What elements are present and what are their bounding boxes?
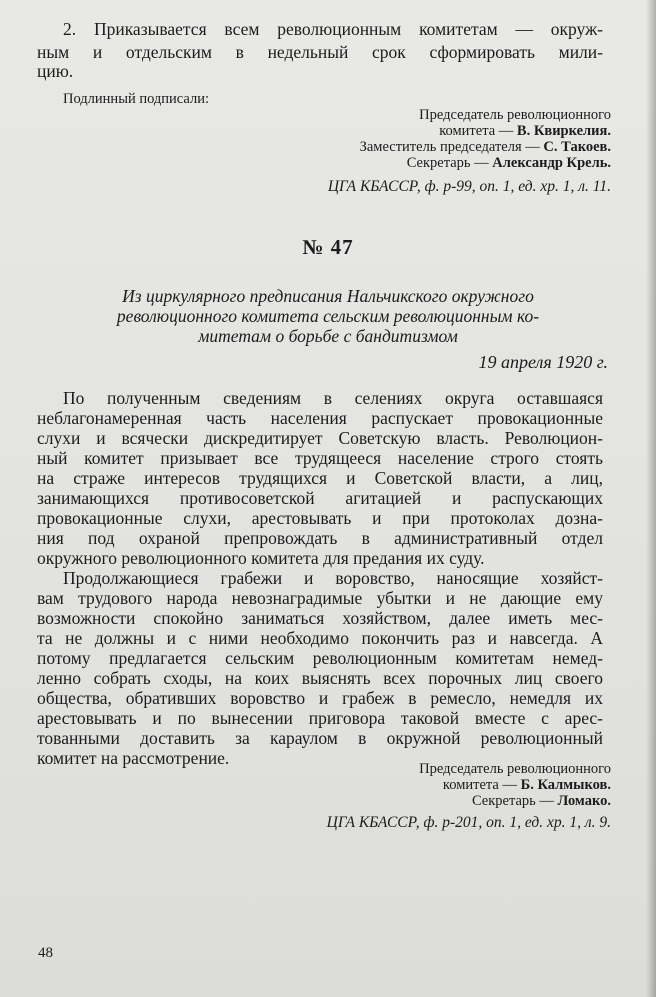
archive-reference-2: ЦГА КБАССР, ф. р-201, оп. 1, ед. хр. 1, л. 9. [326,814,611,831]
paragraph2-line: возможности спокойно заниматься хозяйством, далее иметь мес- [37,608,603,628]
document-number: № 47 [302,235,354,259]
paragraph1-line: ный комитет призывает все трудящееся население строго стоять [37,448,603,468]
item1-line: ным и отдельским в недельный срок сформировать мили- [37,42,603,62]
paragraph1-line: провокационные слухи, арестовывать и при протоколах дозна- [37,508,603,528]
secretary-name: Александр Крель. [492,155,611,171]
paragraph2-line: комитет на рассмотрение. [37,748,230,768]
deputy-signature: Заместитель председателя — С. Такоев. [359,139,611,155]
paragraph1-line: окружного революционного комитета для предания их суду. [37,548,485,568]
document-title-line: революционного комитета сельским революционным ко- [116,306,540,326]
chair-signature-2: комитета — Б. Калмыков. [442,777,611,793]
document-title-line: Из циркулярного предписания Нальчикского окружного [122,286,534,306]
paragraph2-line: Продолжающиеся грабежи и воровство, наносящие хозяйст- [63,568,603,588]
chair-name: В. Квиркелия. [516,123,611,139]
page-number: 48 [38,945,53,961]
chair-title: Председатель революционного [419,107,611,123]
paragraph1-line: на страже интересов трудящихся и Советской власти, а лиц, [37,468,603,488]
signed-intro: Подлинный подписали: [63,91,210,107]
paragraph2-line: арестовывать и по вынесении приговора таковой вместе с арес- [37,708,603,728]
secretary-signature-2: Секретарь — Ломако. [471,793,611,809]
paragraph1-line: занимающихся противосоветской агитацией и распускающих [37,488,603,508]
chair-title-2: Председатель революционного [419,761,611,777]
paragraph2-line: общества, обративших воровство и грабеж в ремесло, немедля их [37,688,603,708]
item1-line: цию. [37,61,74,81]
document-title-line: митетам о борьбе с бандитизмом [198,326,458,346]
paragraph1-line: слухи и всячески дискредитирует Советскую власть. Революцион- [37,428,603,448]
document-date: 19 апреля 1920 г. [478,352,608,372]
paragraph1-line: По полученным сведениям в селениях округа оставшаяся [63,388,603,408]
paragraph2-line: та не должны и с ними необходимо покончить раз и навсегда. А [37,628,603,648]
paragraph2-line: тованными доставить за караулом в окружной революционный [37,728,603,748]
archive-reference: ЦГА КБАССР, ф. р-99, оп. 1, ед. хр. 1, л. 11. [327,178,611,195]
paragraph1-line: неблагонамеренная часть населения распускает провокационные [37,408,603,428]
paragraph2-line: вам трудового народа невознаградимые убытки и не дающие ему [37,588,603,608]
item1-line: 2. Приказывается всем революционным комитетам — окруж- [63,19,603,39]
chair-signature: комитета — В. Квиркелия. [439,123,611,139]
secretary-name-2: Ломако. [557,793,611,809]
chair-name-2: Б. Калмыков. [520,777,611,793]
paragraph2-line: потому предлагается сельским революционным комитетам немед- [37,648,603,668]
deputy-name: С. Такоев. [543,139,611,155]
page-edge-shadow [646,0,656,997]
paragraph2-line: ленно собрать сходы, на коих выяснять всех порочных лиц своего [37,668,603,688]
paragraph1-line: ния под охраной препровождать в административный отдел [37,528,603,548]
secretary-signature: Секретарь — Александр Крель. [406,155,611,171]
